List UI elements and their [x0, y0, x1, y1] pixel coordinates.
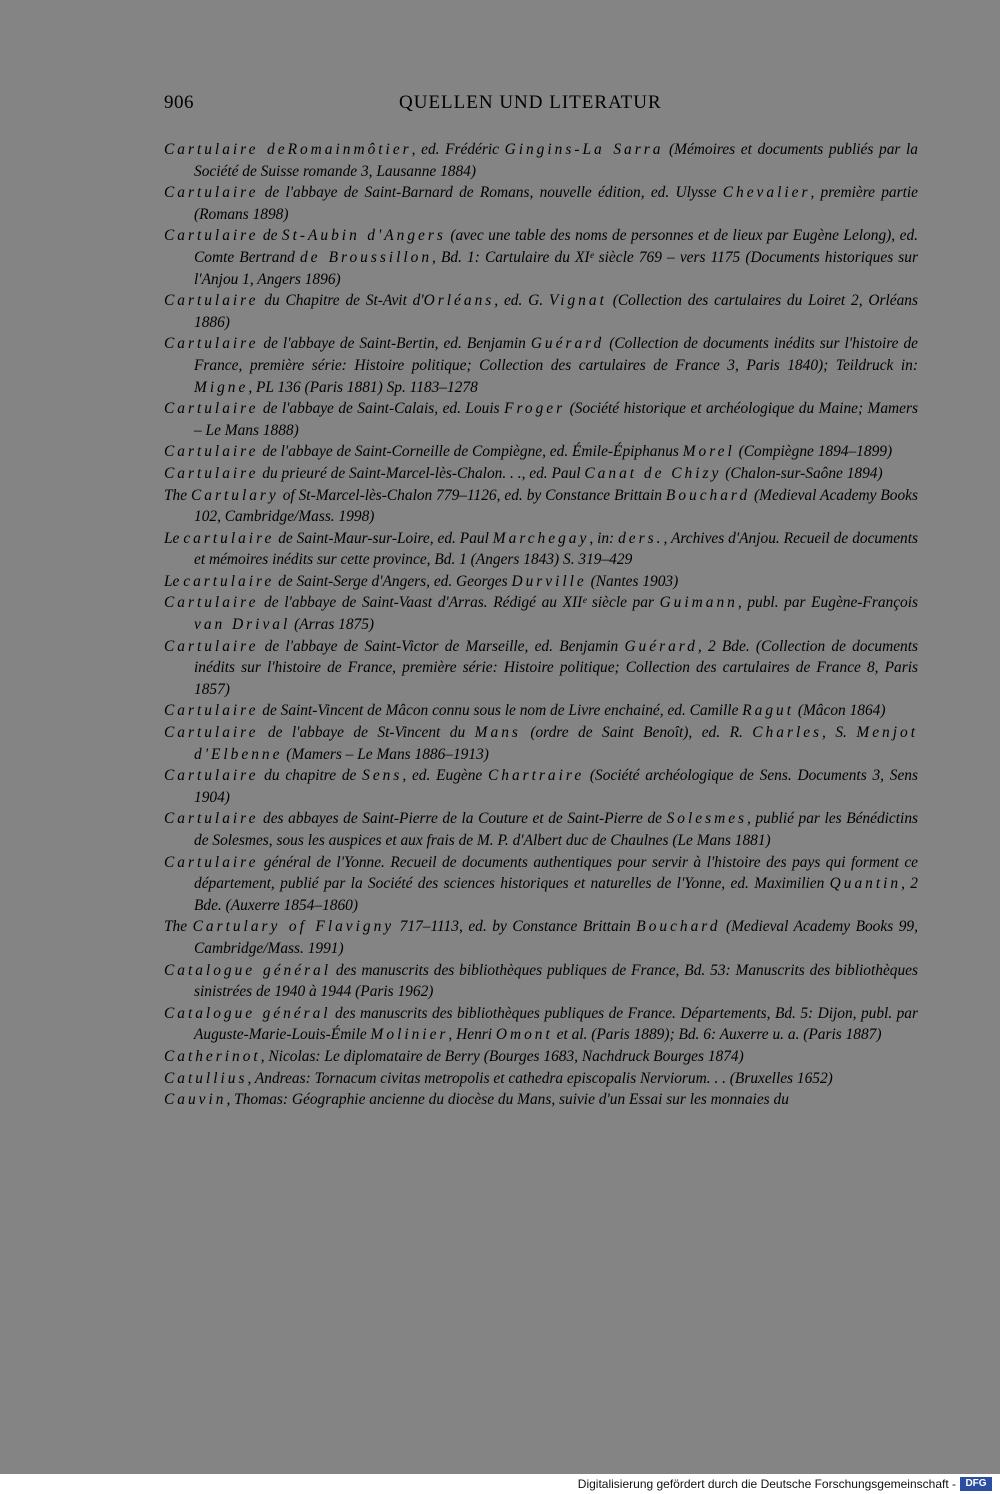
- bibliography-entry: [164, 463, 918, 485]
- spaced-keyword: Orléans: [423, 292, 495, 310]
- dfg-logo: DFG: [960, 1477, 992, 1491]
- bibliography-entry: [164, 808, 918, 851]
- spaced-keyword: Cartulaire: [164, 637, 259, 655]
- bibliography-entry: [164, 182, 918, 225]
- spaced-keyword: Morel: [682, 443, 735, 461]
- spaced-keyword: Catherinot: [164, 1047, 261, 1065]
- entry-text: Le: [164, 529, 184, 547]
- spaced-keyword: Catalogue général: [164, 961, 332, 979]
- spaced-keyword: Cartulary of Flavigny: [192, 918, 395, 936]
- spaced-keyword: Cartulaire: [164, 767, 259, 785]
- entry-text: (Société historique et archéologique du Maine; Mamers – Le Mans 1888): [194, 400, 918, 439]
- spaced-keyword: Durville: [511, 572, 587, 590]
- spaced-keyword: Bouchard: [636, 918, 721, 936]
- spaced-keyword: Cartulary: [191, 486, 279, 504]
- entry-text: de l'abbaye de St-Vincent du: [258, 724, 475, 742]
- entry-text: de l'abbaye de Saint-Calais, ed. Louis: [258, 400, 505, 418]
- spaced-keyword: Molinier: [370, 1026, 449, 1044]
- spaced-keyword: Canat de Chizy: [584, 464, 722, 482]
- entry-text: de: [258, 227, 282, 245]
- spaced-keyword: Cartulaire: [164, 292, 259, 310]
- spaced-keyword: Cartulaire: [164, 594, 259, 612]
- entry-text: de l'abbaye de Saint-Vaast d'Arras. Rédigé au XIIᵉ siècle par: [258, 594, 660, 612]
- entry-text: (Société archéologique de Sens. Documents 3, Sens 1904): [194, 767, 918, 806]
- spaced-keyword: Froger: [504, 400, 566, 418]
- entry-text: (Collection de documents inédits sur l'histoire de France, première série: Histoire politique; Collection des cartulaires de France 3, Paris 1840); Teildruck in:: [194, 335, 919, 374]
- spaced-keyword: cartulaire: [183, 572, 275, 590]
- spaced-keyword: Guérard: [624, 637, 698, 655]
- entry-text: of St-Marcel-lès-Chalon 779–1126, ed. by Constance Brittain: [278, 486, 666, 504]
- entry-text: de l'abbaye de Saint-Victor de Marseille, ed. Benjamin: [258, 637, 625, 655]
- entry-text: (avec une table des noms de personnes et de lieux par Eugène Lelong), ed. Comte Bertrand: [194, 227, 918, 266]
- bibliography-entry: [164, 852, 918, 917]
- bibliography-entry: [164, 139, 918, 182]
- bibliography-entry: [164, 1068, 918, 1090]
- entry-text: , ed. G.: [494, 292, 549, 310]
- spaced-keyword: Cartulaire: [164, 853, 259, 871]
- entry-text: , ed. Frédéric: [411, 141, 505, 158]
- entry-text: (ordre de Saint Benoît), ed. R.: [520, 724, 753, 742]
- bibliography-entry: [164, 916, 918, 959]
- entry-text: de Saint-Vincent de Mâcon connu sous le nom de Livre enchainé, ed. Camille: [258, 702, 743, 720]
- bibliography-entry: [164, 398, 918, 441]
- entry-text: des manuscrits des bibliothèques publiques de France. Départements, Bd. 5: Dijon, publ. par Auguste-Marie-Louis-Émile: [194, 1004, 918, 1044]
- entry-text: de Saint-Serge d'Angers, ed. Georges: [274, 572, 512, 590]
- entry-text: (Nantes 1903): [586, 572, 679, 590]
- bibliography-entry: [164, 485, 918, 528]
- entry-text: (Medieval Academy Books 102, Cambridge/Mass. 1998): [194, 486, 918, 526]
- entry-text: du Chapitre de St-Avit d': [258, 292, 424, 310]
- entry-text: du prieuré de Saint-Marcel-lès-Chalon. . ., ed. Paul: [258, 464, 585, 482]
- bibliography-entry: [164, 765, 918, 808]
- entry-text: The: [164, 918, 193, 936]
- bibliography-entry: [164, 290, 918, 333]
- entry-text: , Nicolas: Le diplomataire de Berry (Bourges 1683, Nachdruck Bourges 1874): [260, 1047, 744, 1065]
- spaced-keyword: Romainmôtier: [287, 141, 412, 158]
- entry-text: (Mamers – Le Mans 1886–1913): [282, 745, 489, 763]
- spaced-keyword: Cartulaire: [164, 724, 259, 742]
- spaced-keyword: Omont: [495, 1026, 553, 1044]
- footer-bar: [0, 1474, 1000, 1494]
- funding-notice: Digitalisierung gefördert durch die Deutsche Forschungsgemeinschaft -: [577, 1477, 956, 1491]
- spaced-keyword: Gingins-La Sarra: [504, 141, 664, 158]
- entry-text: de l'abbaye de Saint-Barnard de Romans, nouvelle édition, ed. Ulysse: [258, 184, 723, 202]
- entry-text: , 2 Bde. (Collection de documents inédits sur l'histoire de France, première série: Histoire politique; Collection des cartulaires de France 8, Paris 1857): [194, 637, 918, 698]
- spaced-keyword: Cartulaire de: [164, 141, 288, 158]
- spaced-keyword: Cartulaire: [164, 400, 259, 418]
- spaced-keyword: Quantin: [829, 875, 902, 893]
- bibliography-entry: [164, 1046, 918, 1068]
- entry-text: , in:: [589, 529, 619, 547]
- spaced-keyword: Catalogue général: [164, 1004, 331, 1022]
- bibliography-entry: [164, 225, 918, 290]
- spaced-keyword: Chartraire: [488, 767, 585, 785]
- entry-text: (Collection des cartulaires du Loiret 2, Orléans 1886): [194, 292, 918, 331]
- spaced-keyword: Cartulaire: [164, 464, 259, 482]
- entry-text: , Archives d'Anjou. Recueil de documents et mémoires inédits sur cette province, Bd. 1 (Angers 1843) S. 319–429: [194, 529, 919, 569]
- spaced-keyword: de Broussillon: [299, 248, 433, 266]
- entry-text: général de l'Yonne. Recueil de documents authentiques pour servir à l'histoire des pays qui forment ce département, publié par la Société des sciences historiques et naturelles de l'Yonne, ed. Maximilien: [194, 853, 918, 893]
- bibliography-entry: [164, 592, 918, 635]
- spaced-keyword: Charles: [752, 724, 823, 742]
- entry-text: , Bd. 1: Cartulaire du XIᵉ siècle 769 – vers 1175 (Documents historiques sur l'Anjou 1, Angers 1896): [194, 248, 918, 288]
- bibliography-entry: [164, 960, 918, 1003]
- entry-text: de l'abbaye de Saint-Bertin, ed. Benjamin: [258, 335, 531, 353]
- spaced-keyword: Chevalier: [722, 184, 811, 202]
- spaced-keyword: Sens: [362, 767, 403, 785]
- entry-text: , ed. Eugène: [402, 767, 489, 785]
- entry-text: , Thomas: Géographie ancienne du diocèse du Mans, suivie d'un Essai sur les monnaies du: [226, 1091, 789, 1109]
- entry-text: , Henri: [448, 1026, 496, 1044]
- spaced-keyword: Catullius: [164, 1069, 248, 1087]
- entry-text: (Chalon-sur-Saône 1894): [721, 464, 883, 482]
- entry-text: , première partie (Romans 1898): [194, 184, 918, 223]
- bibliography-entry: [164, 1003, 918, 1046]
- spaced-keyword: Solesmes: [666, 810, 748, 828]
- spaced-keyword: Menjot d'Elbenne: [194, 724, 918, 763]
- spaced-keyword: Cartulaire: [164, 335, 259, 353]
- spaced-keyword: cartulaire: [183, 529, 275, 547]
- spaced-keyword: van Drival: [194, 616, 291, 634]
- entry-text: 717–1113, ed. by Constance Brittain: [394, 918, 637, 936]
- entry-text: des manuscrits des bibliothèques publiques de France, Bd. 53: Manuscrits des bibliothèques sinistrées de 1940 à 1944 (Paris 1962): [194, 961, 918, 1001]
- spaced-keyword: Guimann: [659, 594, 738, 612]
- spaced-keyword: Mans: [474, 724, 521, 742]
- spaced-keyword: Ragut: [742, 702, 795, 720]
- entry-text: (Mémoires et documents publiés par la Société de Suisse romande 3, Lausanne 1884): [194, 141, 918, 180]
- spaced-keyword: Migne: [194, 378, 249, 396]
- entry-text: , 2 Bde. (Auxerre 1854–1860): [194, 875, 918, 914]
- bibliography-entry: [164, 441, 918, 463]
- entry-text: The: [164, 486, 192, 504]
- entry-text: et al. (Paris 1889); Bd. 6: Auxerre u. a. (Paris 1887): [552, 1026, 882, 1044]
- spaced-keyword: Cauvin: [164, 1091, 227, 1109]
- entry-text: , S.: [822, 724, 857, 742]
- spaced-keyword: ders.: [618, 529, 664, 547]
- entry-text: , publ. par Eugène-François: [737, 594, 919, 612]
- entry-text: , PL 136 (Paris 1881) Sp. 1183–1278: [248, 378, 478, 396]
- entry-text: (Mâcon 1864): [794, 702, 886, 720]
- entry-text: du chapitre de: [258, 767, 363, 785]
- entry-text: de Saint-Maur-sur-Loire, ed. Paul: [274, 529, 493, 547]
- entry-text: , Andreas: Tornacum civitas metropolis et cathedra episcopalis Nerviorum. . . (Bruxelles 1652): [247, 1069, 833, 1087]
- spaced-keyword: Cartulaire: [164, 702, 259, 720]
- spaced-keyword: Cartulaire: [164, 810, 259, 828]
- bibliography-entry: [164, 636, 918, 701]
- entry-text: (Arras 1875): [290, 616, 375, 634]
- entry-text: , publié par les Bénédictins de Solesmes, sous les auspices et aux frais de M. P. d'Albert duc de Chaulnes (Le Mans 1881): [194, 810, 919, 849]
- spaced-keyword: Guérard: [530, 335, 605, 353]
- bibliography-list: [164, 139, 918, 1111]
- spaced-keyword: Cartulaire: [164, 443, 259, 461]
- entry-text: (Compiègne 1894–1899): [734, 443, 893, 461]
- spaced-keyword: St-Aubin d'Angers: [281, 227, 446, 245]
- entry-text: de l'abbaye de Saint-Corneille de Compiègne, ed. Émile-Épiphanus: [258, 443, 683, 461]
- page-header: [164, 92, 918, 120]
- page-number: 906: [164, 92, 194, 113]
- running-head: QUELLEN UND LITERATUR: [399, 92, 662, 113]
- spaced-keyword: Cartulaire: [164, 184, 259, 202]
- bibliography-entry: [164, 1089, 918, 1111]
- entry-text: des abbayes de Saint-Pierre de la Couture et de Saint-Pierre de: [258, 810, 667, 828]
- spaced-keyword: Bouchard: [665, 486, 751, 504]
- spaced-keyword: Marchegay: [492, 529, 590, 547]
- entry-text: Le: [164, 572, 184, 590]
- bibliography-entry: [164, 528, 918, 571]
- spaced-keyword: Cartulaire: [164, 227, 259, 245]
- bibliography-entry: [164, 722, 918, 765]
- bibliography-entry: [164, 333, 918, 398]
- entry-text: (Medieval Academy Books 99, Cambridge/Mass. 1991): [194, 918, 918, 957]
- bibliography-entry: [164, 571, 918, 593]
- bibliography-entry: [164, 700, 918, 722]
- spaced-keyword: Vignat: [548, 292, 607, 310]
